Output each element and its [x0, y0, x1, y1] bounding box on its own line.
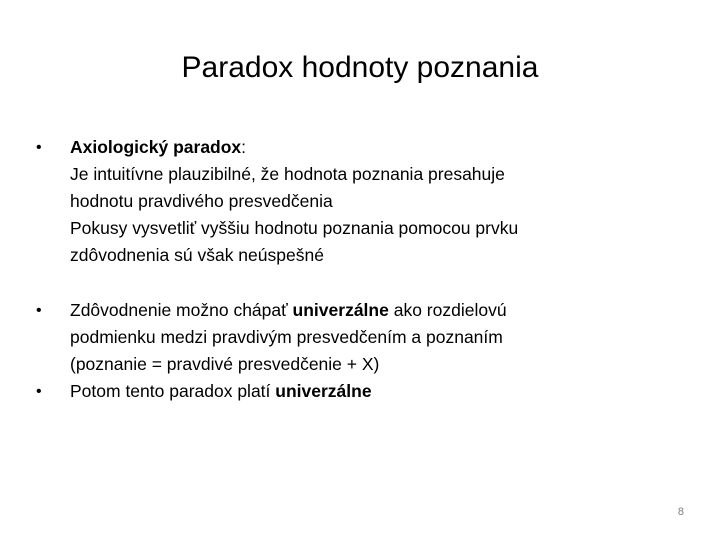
bullet-conclusion	[36, 378, 676, 405]
slide-title: Paradox hodnoty poznania	[181, 51, 539, 84]
bullet-justification	[36, 297, 676, 378]
sub-item-1-line-2: hodnotu pravdivého presvedčenia	[70, 191, 333, 211]
sub-item-2-line-2: zdôvodnenia sú však neúspešné	[70, 245, 324, 265]
spacer	[36, 269, 676, 297]
bullet-icon: •	[36, 139, 42, 156]
slide-content	[36, 134, 676, 405]
text-segment: Zdôvodnenie možno chápať	[70, 300, 293, 320]
lead-colon: :	[241, 137, 247, 157]
sub-item-2-line-1: Pokusy vysvetliť vyššiu hodnotu poznania pomocou prvku	[70, 218, 519, 238]
bullet-icon: •	[36, 302, 42, 319]
bullet-2-line-3: (poznanie = pravdivé presvedčenie + X)	[70, 354, 380, 374]
bold-term: univerzálne	[275, 381, 372, 401]
bullet-3-line-1	[70, 378, 676, 405]
sub-item-1-line-1: Je intuitívne plauzibilné, že hodnota poznania presahuje	[70, 164, 505, 184]
bullet-icon: •	[36, 383, 42, 400]
text-segment: ako rozdielovú	[388, 300, 507, 320]
text-segment: Potom tento paradox platí	[70, 381, 276, 401]
page-number: 8	[677, 506, 684, 518]
bold-term: Axiologický paradox	[70, 137, 242, 157]
bullet-2-line-1	[70, 297, 676, 324]
bullet-lead	[70, 134, 676, 161]
bullet-2-line-2: podmienku medzi pravdivým presvedčením a poznaním	[70, 327, 503, 347]
bullet-axiological-paradox	[36, 134, 676, 269]
bold-term: univerzálne	[292, 300, 389, 320]
